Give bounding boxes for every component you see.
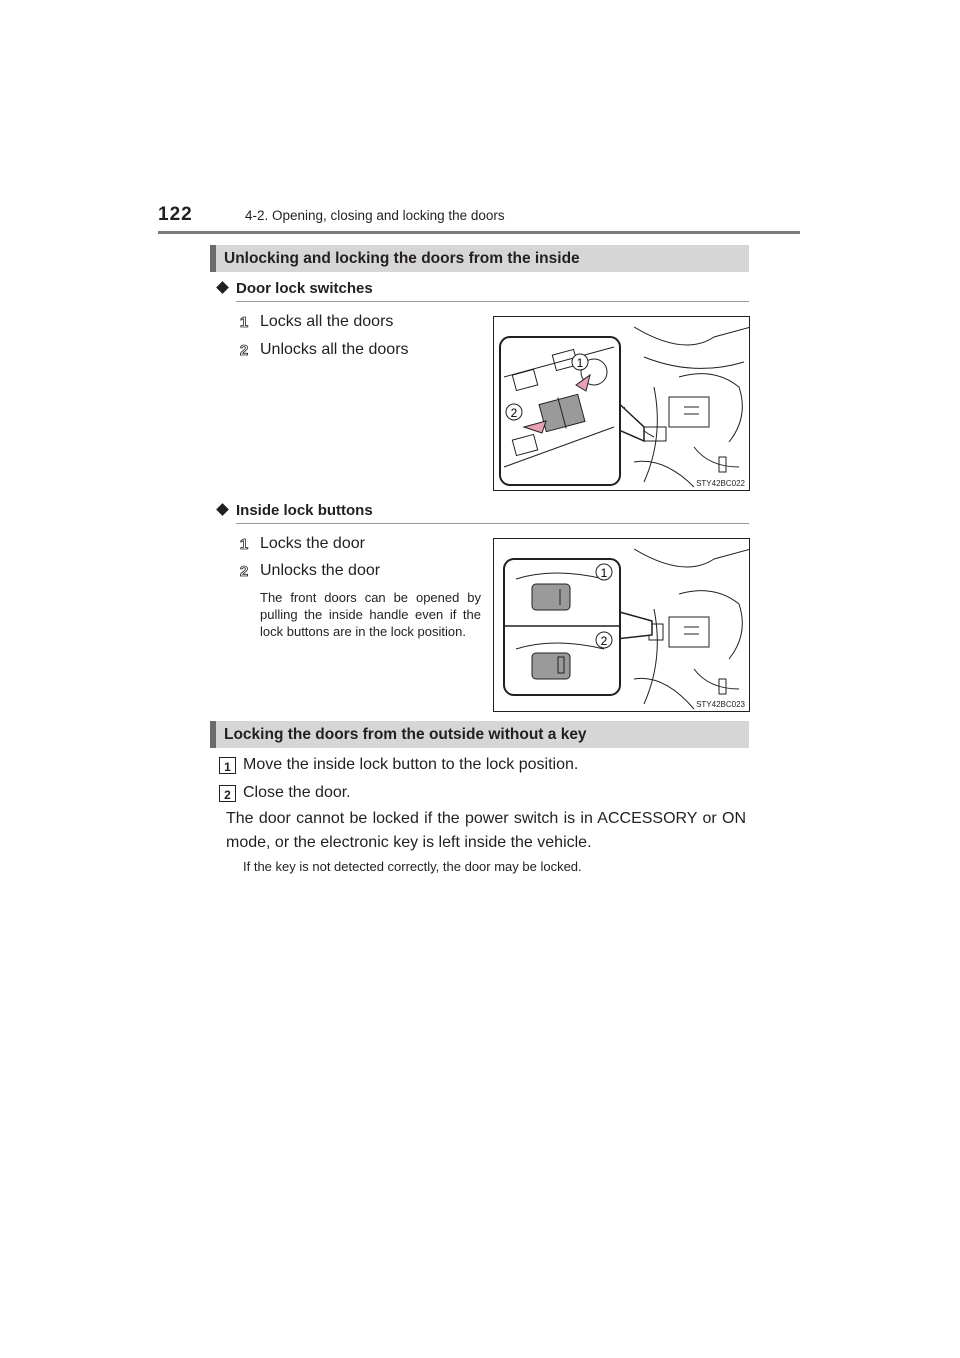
section-heading-inside [210, 245, 749, 272]
figure-inside-lock-buttons [493, 538, 750, 712]
item-number: 2 [239, 342, 249, 359]
body-paragraph: The door cannot be locked if the power switch is in ACCESSORY or ON mode, or the electronic key is left inside the vehicle. [226, 810, 746, 851]
header-rule [158, 231, 800, 234]
diamond-bullet-icon [216, 503, 229, 516]
item-text: Unlocks all the doors [260, 341, 409, 358]
subheading-door-lock-switches [218, 280, 373, 297]
callout-label: 1 [600, 566, 608, 580]
page-number: 122 [158, 204, 193, 225]
item-text: Locks the door [260, 535, 365, 552]
subheading-rule [236, 523, 749, 524]
item-number: 2 [239, 563, 249, 580]
item-number: 1 [239, 536, 249, 553]
item-text: Unlocks the door [260, 562, 381, 579]
subheading-label: Door lock switches [236, 280, 373, 297]
subheading-rule [236, 301, 749, 302]
illustration-inside-lock-buttons [494, 539, 750, 712]
section-heading-outside [210, 721, 749, 748]
figure-code: STY42BC022 [696, 479, 745, 488]
item-number: 1 [239, 314, 249, 331]
step-text: Close the door. [243, 784, 351, 801]
figure-code: STY42BC023 [696, 700, 745, 709]
callout-label: 2 [600, 634, 608, 648]
section-title: Unlocking and locking the doors from the inside [224, 250, 580, 267]
subheading-label: Inside lock buttons [236, 502, 373, 519]
illustration-door-panel-switches [494, 317, 750, 491]
note-text: If the key is not detected correctly, the door may be locked. [243, 859, 582, 874]
figure-door-lock-switches [493, 316, 750, 491]
chapter-title: 4-2. Opening, closing and locking the doors [245, 208, 505, 223]
step-number: 1 [219, 757, 236, 774]
step-number: 2 [219, 785, 236, 802]
step-text: Move the inside lock button to the lock position. [243, 756, 579, 773]
callout-label: 2 [510, 406, 518, 420]
diamond-bullet-icon [216, 281, 229, 294]
section-title: Locking the doors from the outside without a key [224, 726, 587, 743]
note-text: The front doors can be opened by pulling the inside handle even if the lock buttons are in the lock position. [260, 590, 481, 639]
callout-label: 1 [576, 356, 584, 370]
subheading-inside-lock-buttons [218, 502, 373, 519]
item-text: Locks all the doors [260, 313, 394, 330]
